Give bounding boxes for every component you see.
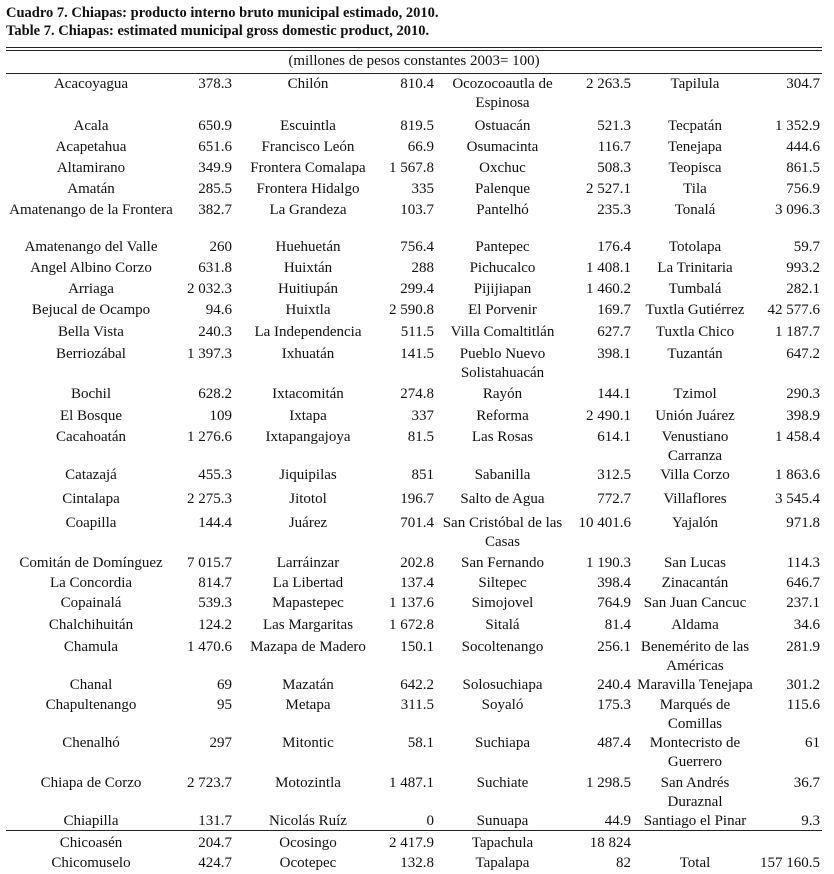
municipality-name: Bejucal de Ocampo — [31, 302, 151, 318]
gdp-value: 646.7 — [786, 575, 820, 591]
gdp-value — [753, 834, 822, 854]
municipality-name: Tapachula — [471, 835, 534, 851]
table-row — [6, 180, 822, 201]
municipality-name: Villa Comaltitlán — [450, 324, 555, 340]
municipality-name: Acacoyagua — [53, 76, 129, 92]
municipality-name: Chiapa de Corzo — [40, 775, 142, 791]
gdp-value: 124.2 — [198, 617, 232, 633]
municipality-name: Motozintla — [275, 775, 341, 791]
municipality-name: Chicomuselo — [51, 855, 131, 871]
municipality-name: Nicolás Ruíz — [269, 813, 347, 829]
table-row — [6, 259, 822, 280]
municipality-name: Jiquipilas — [279, 467, 337, 483]
title-spanish: Cuadro 7. Chiapas: producto interno bruto municipal estimado, 2010. — [6, 5, 439, 21]
gdp-value: 810.4 — [400, 76, 434, 92]
table-row — [6, 280, 822, 301]
municipality-name: Salto de Agua — [460, 491, 545, 507]
municipality-name: Tzimol — [673, 386, 717, 402]
gdp-value: 297 — [209, 735, 232, 751]
gdp-value: 1 408.1 — [586, 260, 631, 276]
municipality-name: Tuxtla Chico — [655, 324, 735, 340]
gdp-value: 202.8 — [400, 555, 434, 571]
gdp-value: 2 275.3 — [187, 491, 232, 507]
municipality-name: Las Margaritas — [262, 617, 354, 633]
municipality-name: Tila — [683, 181, 707, 197]
municipality-name: Tapilula — [670, 76, 720, 92]
municipality-name: Larráinzar — [276, 555, 340, 571]
municipality-name: Pantelhó — [476, 202, 529, 218]
gdp-value: 157 160.5 — [760, 855, 820, 871]
municipality-name: Yajalón — [672, 515, 718, 531]
municipality-name: Chalchihuitán — [48, 617, 134, 633]
municipality-name: Comitán de Domínguez — [19, 555, 163, 571]
gdp-value: 82 — [616, 855, 631, 871]
gdp-value: 204.7 — [198, 835, 232, 851]
table-row — [6, 490, 822, 514]
table-row — [6, 616, 822, 638]
municipality-name: Ostuacán — [474, 118, 531, 134]
gdp-value: 144.4 — [198, 515, 232, 531]
municipality-name: Amatán — [67, 181, 115, 197]
gdp-value: 971.8 — [786, 515, 820, 531]
municipality-name: Villaflores — [663, 491, 727, 507]
top-rule — [6, 47, 822, 48]
gdp-value: 301.2 — [786, 677, 820, 693]
municipality-name: Tecpatán — [668, 118, 722, 134]
municipality-name: Marqués de Comillas — [659, 697, 731, 732]
municipality-name: Jitotol — [289, 491, 327, 507]
municipality-name: Ixtacomitán — [272, 386, 344, 402]
municipality-name: Escuintla — [280, 118, 336, 134]
municipality-name: Socoltenango — [461, 639, 544, 655]
municipality-name: Altamirano — [56, 160, 126, 176]
gdp-value: 137.4 — [400, 575, 434, 591]
table-row — [6, 854, 822, 874]
gdp-value: 281.9 — [786, 639, 820, 655]
municipality-name: Las Rosas — [471, 429, 534, 445]
table-row — [6, 638, 822, 676]
table-row — [6, 159, 822, 180]
gdp-value: 9.3 — [801, 813, 820, 829]
gdp-value: 282.1 — [786, 281, 820, 297]
table-row — [6, 514, 822, 554]
gdp-value: 10 401.6 — [578, 515, 631, 531]
gdp-value: 382.7 — [198, 202, 232, 218]
gdp-value: 260 — [209, 239, 232, 255]
table-row — [6, 466, 822, 490]
municipality-name: Teopisca — [668, 160, 722, 176]
municipality-name: Amatenango del Valle — [24, 239, 158, 255]
gdp-value: 109 — [209, 408, 232, 424]
table-row — [6, 574, 822, 594]
municipality-name: La Libertad — [272, 575, 344, 591]
gdp-value: 1 863.6 — [775, 467, 820, 483]
municipality-name: Ocozocoautla de Espinosa — [452, 76, 553, 111]
gdp-value: 169.7 — [597, 302, 631, 318]
gdp-value: 487.4 — [597, 735, 631, 751]
gdp-value: 114.3 — [786, 555, 820, 571]
municipality-name: Chanal — [69, 677, 113, 693]
municipality-name: San Andrés Duraznal — [660, 775, 730, 810]
municipality-name: Pijijiapan — [473, 281, 532, 297]
title-english: Table 7. Chiapas: estimated municipal gross domestic product, 2010. — [6, 23, 430, 39]
municipality-name: Santiago el Pinar — [643, 813, 747, 829]
gdp-value: 299.4 — [400, 281, 434, 297]
municipality-name: Unión Juárez — [655, 408, 735, 424]
gdp-value: 81.5 — [407, 429, 434, 445]
table-caption — [6, 4, 439, 40]
municipality-name: Villa Corzo — [660, 467, 730, 483]
gdp-value: 508.3 — [597, 160, 631, 176]
gdp-value: 36.7 — [793, 775, 820, 791]
gdp-value: 288 — [411, 260, 434, 276]
gdp-value: 274.8 — [400, 386, 434, 402]
municipality-name: Sitalá — [485, 617, 520, 633]
municipality-name: Cintalapa — [62, 491, 120, 507]
municipality-name: Suchiate — [476, 775, 529, 791]
gdp-value: 2 590.8 — [389, 302, 434, 318]
gdp-value: 628.2 — [198, 386, 232, 402]
municipality-name: San Fernando — [461, 555, 544, 571]
municipality-name: Ocotepec — [279, 855, 337, 871]
municipality-name: Bella Vista — [58, 324, 124, 340]
gdp-value: 103.7 — [400, 202, 434, 218]
gdp-value: 642.2 — [400, 677, 434, 693]
gdp-value: 2 527.1 — [586, 181, 631, 197]
gdp-value: 1 458.4 — [775, 429, 820, 445]
municipality-name: Huixtla — [285, 302, 331, 318]
table-row — [6, 201, 822, 238]
gdp-value: 861.5 — [786, 160, 820, 176]
gdp-value: 132.8 — [400, 855, 434, 871]
gdp-value: 176.4 — [597, 239, 631, 255]
municipality-name: Amatenango de la Frontera — [9, 202, 173, 218]
municipality-name: Berriozábal — [56, 346, 126, 362]
gdp-value: 993.2 — [786, 260, 820, 276]
municipality-name: Ixtapangajoya — [265, 429, 351, 445]
gdp-value: 131.7 — [198, 813, 232, 829]
gdp-value: 349.9 — [198, 160, 232, 176]
municipality-name: Soyaló — [481, 697, 524, 713]
gdp-table — [6, 75, 822, 874]
gdp-value: 756.4 — [400, 239, 434, 255]
gdp-value: 756.9 — [786, 181, 820, 197]
gdp-value: 237.1 — [786, 595, 820, 611]
gdp-value: 235.3 — [597, 202, 631, 218]
municipality-name: San Cristóbal de las Casas — [442, 515, 563, 550]
gdp-value: 311.5 — [400, 697, 434, 713]
gdp-value: 2 032.3 — [187, 281, 232, 297]
municipality-name: Acapetahua — [55, 139, 127, 155]
municipality-name: Totolapa — [668, 239, 722, 255]
municipality-name: Total — [679, 855, 711, 871]
gdp-value: 115.6 — [786, 697, 820, 713]
top-rule-double — [6, 50, 822, 51]
gdp-value: 240.3 — [198, 324, 232, 340]
gdp-value: 424.7 — [198, 855, 232, 871]
table-row — [6, 734, 822, 774]
municipality-name: Mapastepec — [272, 595, 344, 611]
municipality-name: Frontera Comalapa — [250, 160, 366, 176]
table-body — [6, 75, 822, 874]
gdp-value: 444.6 — [786, 139, 820, 155]
gdp-value: 819.5 — [400, 118, 434, 134]
table-row — [6, 345, 822, 385]
gdp-value: 240.4 — [597, 677, 631, 693]
municipality-name: Bochil — [71, 386, 111, 402]
municipality-name: Copainalá — [60, 595, 122, 611]
municipality-name: Chenalhó — [62, 735, 120, 751]
units-note: (millones de pesos constantes 2003= 100) — [288, 53, 540, 69]
gdp-value: 647.2 — [786, 346, 820, 362]
table-row — [6, 323, 822, 345]
gdp-value: 1 567.8 — [389, 160, 434, 176]
municipality-name: Chilón — [287, 76, 329, 92]
municipality-name: Mitontic — [282, 735, 334, 751]
table-row — [6, 594, 822, 616]
table-row — [6, 75, 822, 117]
municipality-name: Huehuetán — [275, 239, 341, 255]
gdp-value: 398.9 — [786, 408, 820, 424]
municipality-name: Cacahoatán — [56, 429, 126, 445]
gdp-value: 42 577.6 — [767, 302, 820, 318]
gdp-value: 650.9 — [198, 118, 232, 134]
municipality-name: Aldama — [671, 617, 719, 633]
municipality-name: Pantepec — [475, 239, 530, 255]
gdp-value: 614.1 — [597, 429, 631, 445]
table-row — [6, 428, 822, 466]
municipality-name: La Concordia — [49, 575, 133, 591]
gdp-value: 94.6 — [205, 302, 232, 318]
municipality-name: Siltepec — [478, 575, 527, 591]
municipality-name: Francisco León — [261, 139, 355, 155]
gdp-value: 335 — [411, 181, 434, 197]
gdp-value: 337 — [411, 408, 434, 424]
table-row — [6, 696, 822, 734]
gdp-value: 1 397.3 — [187, 346, 232, 362]
municipality-name: Tumbalá — [668, 281, 722, 297]
gdp-value: 701.4 — [400, 515, 434, 531]
bottom-rule — [6, 830, 822, 831]
table-row — [6, 117, 822, 138]
gdp-value: 2 417.9 — [389, 835, 434, 851]
municipality-name: Chamula — [63, 639, 119, 655]
gdp-value: 44.9 — [604, 813, 631, 829]
gdp-value: 398.4 — [597, 575, 631, 591]
gdp-value: 631.8 — [198, 260, 232, 276]
gdp-value: 150.1 — [400, 639, 434, 655]
gdp-value: 290.3 — [786, 386, 820, 402]
municipality-name: Tonalá — [674, 202, 716, 218]
gdp-value: 1 190.3 — [586, 555, 631, 571]
gdp-value: 66.9 — [407, 139, 434, 155]
municipality-name: Mazatán — [282, 677, 334, 693]
gdp-value: 627.7 — [597, 324, 631, 340]
table-row — [6, 774, 822, 812]
gdp-value: 3 096.3 — [775, 202, 820, 218]
municipality-name: Metapa — [285, 697, 331, 713]
gdp-value: 34.6 — [793, 617, 820, 633]
municipality-name: Juárez — [288, 515, 328, 531]
gdp-value: 285.5 — [198, 181, 232, 197]
gdp-value: 69 — [217, 677, 232, 693]
municipality-name: Coapilla — [65, 515, 117, 531]
municipality-name: Sabanilla — [474, 467, 531, 483]
municipality-name: Ixhuatán — [281, 346, 335, 362]
municipality-name: Tenejapa — [668, 139, 722, 155]
municipality-name: Solosuchiapa — [462, 677, 543, 693]
gdp-value: 2 490.1 — [586, 408, 631, 424]
municipality-name: Osumacinta — [466, 139, 539, 155]
municipality-name: San Lucas — [663, 555, 727, 571]
table-row — [6, 138, 822, 159]
gdp-value: 1 352.9 — [775, 118, 820, 134]
table-row — [6, 676, 822, 696]
gdp-value: 116.7 — [597, 139, 631, 155]
gdp-value: 2 723.7 — [187, 775, 232, 791]
gdp-value: 455.3 — [198, 467, 232, 483]
gdp-value: 18 824 — [589, 835, 631, 851]
gdp-value: 764.9 — [597, 595, 631, 611]
gdp-value: 1 298.5 — [586, 775, 631, 791]
gdp-value: 1 470.6 — [187, 639, 232, 655]
municipality-name: Venustiano Carranza — [661, 429, 729, 464]
gdp-value: 61 — [805, 735, 820, 751]
table-row — [6, 301, 822, 323]
gdp-value: 539.3 — [198, 595, 232, 611]
municipality-name: Huixtán — [283, 260, 333, 276]
gdp-value: 378.3 — [198, 76, 232, 92]
gdp-value: 304.7 — [786, 76, 820, 92]
municipality-name: Catazajá — [65, 467, 117, 483]
gdp-value: 141.5 — [400, 346, 434, 362]
municipality-name: Maravilla Tenejapa — [637, 677, 753, 693]
municipality-name: Mazapa de Madero — [250, 639, 366, 655]
gdp-value: 1 672.8 — [389, 617, 434, 633]
municipality-name: Benemérito de las Américas — [640, 639, 750, 674]
gdp-value: 312.5 — [597, 467, 631, 483]
gdp-value: 256.1 — [597, 639, 631, 655]
municipality-name: La Independencia — [254, 324, 362, 340]
municipality-name: Zinacantán — [661, 575, 729, 591]
municipality-name: Huitiupán — [278, 281, 338, 297]
municipality-name — [637, 834, 753, 854]
gdp-value: 521.3 — [597, 118, 631, 134]
municipality-name: Arriaga — [68, 281, 114, 297]
gdp-value: 3 545.4 — [775, 491, 820, 507]
gdp-value: 851 — [411, 467, 434, 483]
municipality-name: Pueblo Nuevo Solistahuacán — [459, 346, 546, 381]
gdp-value: 0 — [426, 813, 434, 829]
gdp-value: 1 487.1 — [389, 775, 434, 791]
municipality-name: La Grandeza — [269, 202, 347, 218]
municipality-name: Chapultenango — [45, 697, 137, 713]
municipality-name: Tuxtla Gutiérrez — [645, 302, 745, 318]
gdp-value: 1 137.6 — [389, 595, 434, 611]
municipality-name: El Bosque — [59, 408, 123, 424]
table-row — [6, 834, 822, 854]
gdp-value: 95 — [217, 697, 232, 713]
gdp-value: 7 015.7 — [187, 555, 232, 571]
table-row — [6, 385, 822, 407]
municipality-name: Chicoasén — [59, 835, 123, 851]
gdp-value: 175.3 — [597, 697, 631, 713]
municipality-name: Tapalapa — [475, 855, 530, 871]
municipality-name: Tuzantán — [667, 346, 723, 362]
municipality-name: Oxchuc — [479, 160, 526, 176]
municipality-name: Suchiapa — [475, 735, 530, 751]
gdp-value: 1 187.7 — [775, 324, 820, 340]
municipality-name: Palenque — [475, 181, 530, 197]
municipality-name: Angel Albino Corzo — [30, 260, 152, 276]
gdp-value: 2 263.5 — [586, 76, 631, 92]
municipality-name: El Porvenir — [468, 302, 537, 318]
municipality-name: Pichucalco — [469, 260, 536, 276]
gdp-value: 398.1 — [597, 346, 631, 362]
table-row — [6, 554, 822, 574]
municipality-name: Ixtapa — [289, 408, 327, 424]
municipality-name: San Juan Cancuc — [643, 595, 747, 611]
gdp-value: 1 460.2 — [586, 281, 631, 297]
gdp-value: 81.4 — [604, 617, 631, 633]
municipality-name: Acala — [73, 118, 109, 134]
gdp-value: 651.6 — [198, 139, 232, 155]
gdp-value: 772.7 — [597, 491, 631, 507]
gdp-value: 59.7 — [793, 239, 820, 255]
gdp-value: 196.7 — [400, 491, 434, 507]
gdp-value: 1 276.6 — [187, 429, 232, 445]
table-row — [6, 238, 822, 259]
municipality-name: Simojovel — [471, 595, 534, 611]
table-row — [6, 407, 822, 428]
municipality-name: Reforma — [476, 408, 529, 424]
municipality-name: Ocosingo — [279, 835, 337, 851]
municipality-name: Chiapilla — [63, 813, 119, 829]
header-rule — [6, 73, 822, 74]
gdp-value: 511.5 — [400, 324, 434, 340]
gdp-value: 814.7 — [198, 575, 232, 591]
municipality-name: Frontera Hidalgo — [256, 181, 360, 197]
gdp-value: 144.1 — [597, 386, 631, 402]
municipality-name: Montecristo de Guerrero — [649, 735, 741, 770]
municipality-name: La Trinitaria — [657, 260, 733, 276]
municipality-name: Sunuapa — [476, 813, 529, 829]
municipality-name: Rayón — [482, 386, 523, 402]
gdp-value: 58.1 — [407, 735, 434, 751]
